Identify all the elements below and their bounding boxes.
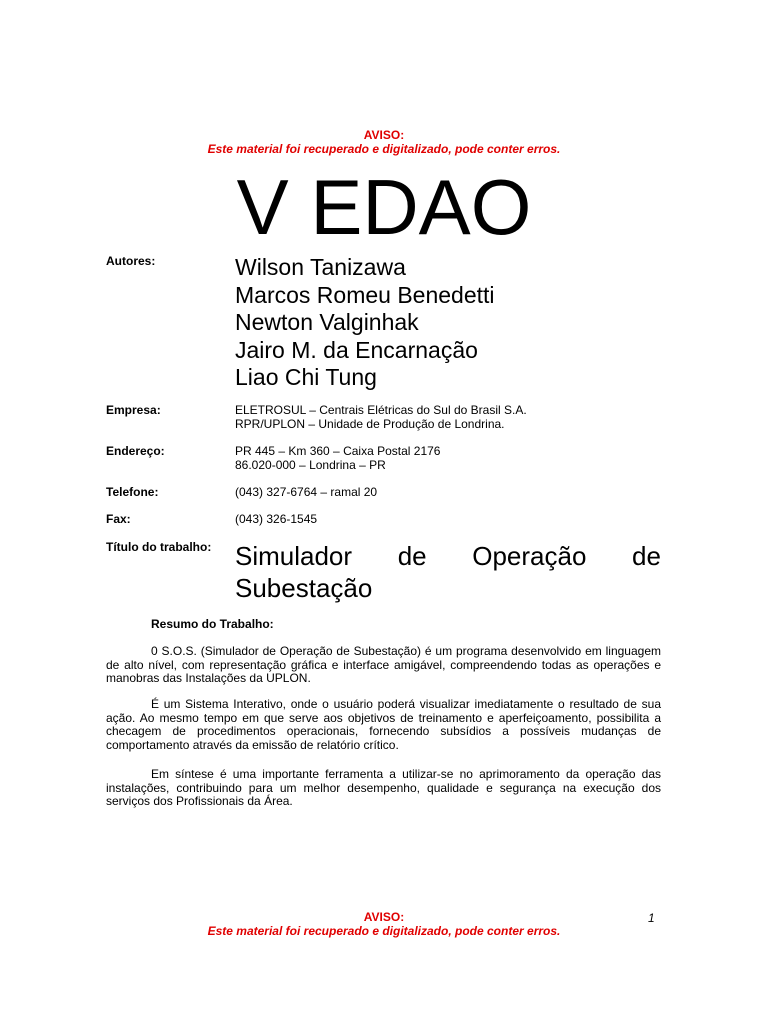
warning-title: AVISO: [363, 910, 405, 924]
author-name: Wilson Tanizawa [235, 254, 406, 280]
address-line: PR 445 – Km 360 – Caixa Postal 2176 [235, 444, 441, 458]
company-line: RPR/UPLON – Unidade de Produção de Londrina. [235, 417, 505, 431]
work-title-line2: Subestação [235, 573, 373, 603]
company-value [235, 403, 527, 431]
summary-paragraph: 0 S.O.S. (Simulador de Operação de Subestação) é um programa desenvolvido em linguagem de alto nível, com representação gráfica e interface amigável, compreendendo todas as operações e manobras das Instalações da UPLON. [106, 644, 661, 685]
author-name: Liao Chi Tung [235, 364, 377, 390]
authors-list [235, 254, 495, 392]
summary-paragraph: Em síntese é uma importante ferramenta a utilizar-se no aprimoramento da operação das instalações, contribuindo para um melhor desempenho, qualidade e segurança na execução dos serviços dos Profissionais da Área. [106, 767, 661, 808]
phone-value: (043) 327-6764 – ramal 20 [235, 485, 378, 499]
page-number: 1 [648, 911, 655, 925]
phone-label: Telefone: [106, 485, 159, 499]
fax-value: (043) 326-1545 [235, 512, 318, 526]
author-name: Jairo M. da Encarnação [235, 336, 478, 363]
authors-label: Autores: [106, 254, 156, 268]
work-title-word: Simulador [235, 541, 353, 571]
summary-heading: Resumo do Trabalho: [151, 617, 274, 631]
work-title-word: Operação [472, 541, 587, 571]
address-value [235, 444, 440, 472]
warning-title: AVISO: [363, 128, 405, 142]
work-title-line1 [235, 540, 661, 572]
work-title-label: Título do trabalho: [106, 540, 212, 554]
company-label: Empresa: [106, 403, 161, 417]
author-name: Marcos Romeu Benedetti [235, 281, 495, 308]
event-title: V EDAO [236, 163, 532, 251]
company-line: ELETROSUL – Centrais Elétricas do Sul do Brasil S.A. [235, 403, 527, 417]
address-label: Endereço: [106, 444, 165, 458]
address-line: 86.020-000 – Londrina – PR [235, 458, 386, 472]
work-title [235, 540, 661, 604]
author-name: Newton Valginhak [235, 309, 419, 335]
warning-text: Este material foi recuperado e digitalizado, pode conter erros. [207, 924, 561, 938]
work-title-word: de [397, 541, 427, 571]
warning-text: Este material foi recuperado e digitalizado, pode conter erros. [207, 142, 561, 156]
warning-top [0, 128, 768, 156]
fax-label: Fax: [106, 512, 131, 526]
work-title-word: de [632, 541, 661, 571]
summary-paragraph: É um Sistema Interativo, onde o usuário poderá visualizar imediatamente o resultado de sua ação. Ao mesmo tempo em que serve aos objetivos de treinamento e aperfeiçoamento, possibilita a checagem de procedimentos operacionais, fornecendo subsídios a possíveis mudanças de comportamento através da emissão de relatório crítico. [106, 697, 661, 752]
